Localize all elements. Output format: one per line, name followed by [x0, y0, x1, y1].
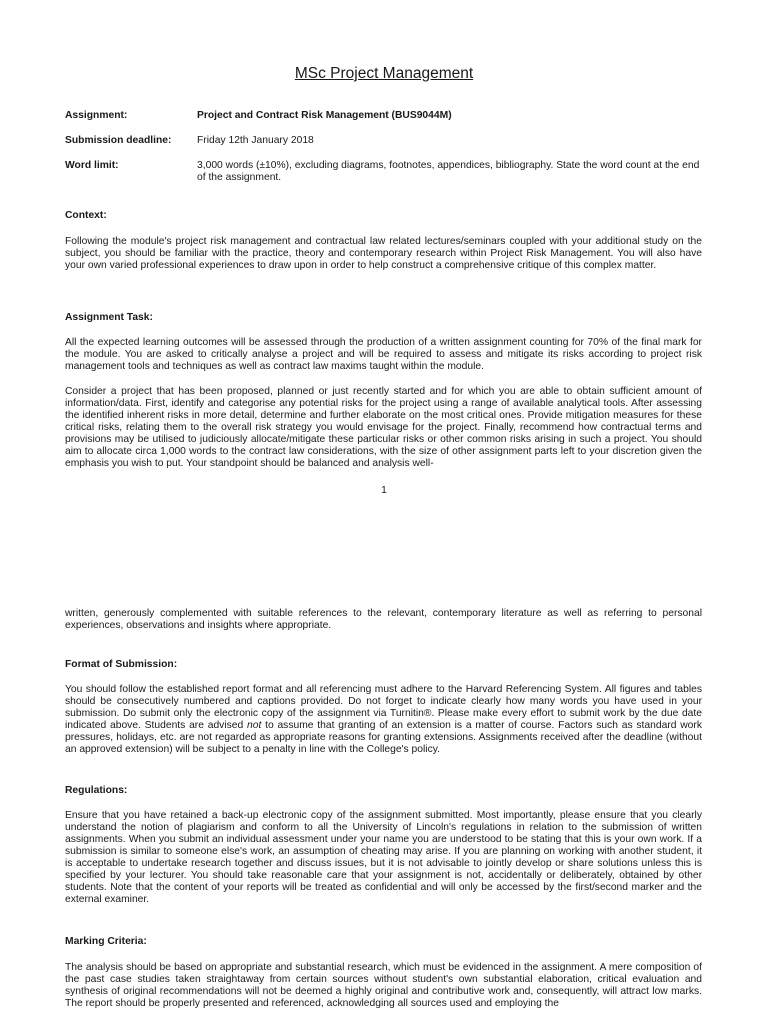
context-heading: Context: — [65, 210, 107, 221]
wordlimit-label: Word limit: — [65, 160, 119, 171]
regulations-paragraph: Ensure that you have retained a back-up electronic copy of the assignment submitted. Most importantly, please ensure that you clearly understand the notion of plagiarism and conform to all the University of Lincoln's regulations in relation to the submission of written assignments. When you submit an individual assessment under your name you are understood to be stating that this is your own work. If a submission is similar to someone else's work, an assumption of cheating may arise. If you are planning on working with another student, it is acceptable to undertake research together and discuss issues, but it is not advisable to jointly develop or share solutions unless this is specified by your lecturer. You should take reasonable care that your assignment is not, accidentally or deliberately, obtained by other students. Note that the content of your reports will be treated as confidential and will only be accessed by the first/second marker and the external examiner. — [65, 810, 702, 905]
task-paragraph-2: Consider a project that has been proposed, planned or just recently started and for which you are able to obtain sufficient amount of information/data. First, identify and categorise any potential risks for the project using a range of available analytical tools. After assessing the identified inherent risks in more detail, determine and further elaborate on the most critical ones. Provide mitigation measures for these critical risks, relating them to the overall risk strategy you would envisage for the project. Finally, recommend how contractual terms and provisions may be utilised to judiciously allocate/mitigate these particular risks or other common risks arising in such a project. You should aim to allocate circa 1,000 words to the contract law considerations, with the size of other assignment parts left to your discretion given the emphasis you wish to put. Your standpoint should be balanced and analysis well- — [65, 386, 702, 469]
wordlimit-value: 3,000 words (±10%), excluding diagrams, footnotes, appendices, bibliography. State the word count at the end of the assignment. — [197, 160, 700, 183]
deadline-value: Friday 12th January 2018 — [197, 135, 314, 146]
marking-heading: Marking Criteria: — [65, 936, 147, 947]
document-title: MSc Project Management — [294, 65, 474, 82]
format-text-part-1: You should follow the established report format and all referencing must adhere to the Harvard Referencing System. All figures and tables should be consecutively numbered and captions provided. Do not forget to indicate clearly how many words you have used in your submission. Do submit only the electronic copy of the assignment via Turnitin®. Please make every effort to submit work by the due date indicated above. Students are advised — [65, 684, 702, 731]
assignment-label: Assignment: — [65, 110, 128, 121]
deadline-label: Submission deadline: — [65, 135, 172, 146]
assignment-row — [65, 110, 705, 122]
task-paragraph-1: All the expected learning outcomes will be assessed through the production of a written assignment counting for 70% of the final mark for the module. You are asked to critically analyse a project and will be required to assess and mitigate its risks according to project risk management tools and techniques as well as contract law maxims taught within the module. — [65, 337, 702, 372]
format-text-emphasis: not — [247, 720, 262, 731]
wordlimit-row — [65, 160, 705, 184]
context-paragraph: Following the module's project risk management and contractual law related lectures/seminars coupled with your additional study on the subject, you should be familiar with the practice, theory and contemporary research within Project Risk Management. You will also have your own varied professional experiences to draw upon in order to help construct a comprehensive critique of this complex matter. — [65, 236, 702, 271]
page-number: 1 — [381, 485, 387, 496]
format-heading: Format of Submission: — [65, 659, 178, 670]
task-paragraph-3: written, generously complemented with suitable references to the relevant, contemporary literature as well as referring to personal experiences, observations and insights where appropriate. — [65, 608, 702, 631]
task-heading: Assignment Task: — [65, 312, 153, 323]
deadline-row — [65, 135, 705, 147]
marking-paragraph: The analysis should be based on appropriate and substantial research, which must be evidenced in the assignment. A mere composition of the past case studies taken straightaway from certain sources without student's own substantial elaboration, critical evaluation and synthesis of original recommendations will not be deemed a highly original and contributive work and, consequently, will attract low marks. The report should be properly presented and referenced, acknowledging all sources used and employing the — [65, 962, 702, 1009]
regulations-heading: Regulations: — [65, 785, 128, 796]
format-paragraph — [65, 684, 702, 756]
format-text-part-2: to assume that granting of an extension is a matter of course. Factors such as standard work pressures, holidays, etc. are not regarded as appropriate reasons for granting extensions. Assignments received after the deadline (without an approved extension) will be subject to a penalty in line with the College's policy. — [65, 720, 702, 755]
assignment-value: Project and Contract Risk Management (BUS9044M) — [197, 110, 452, 121]
